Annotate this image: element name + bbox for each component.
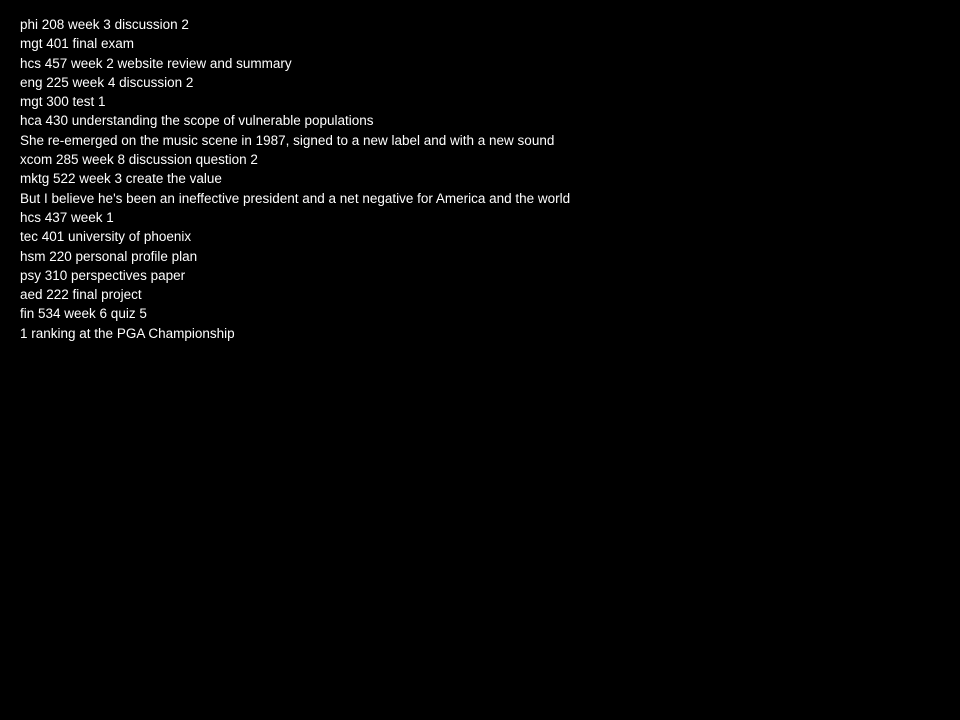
text-line: phi 208 week 3 discussion 2 (20, 17, 189, 32)
text-lines-list (20, 15, 570, 343)
text-line: tec 401 university of phoenix (20, 229, 192, 245)
text-line: eng 225 week 4 discussion 2 (20, 74, 194, 90)
text-line: hca 430 understanding the scope of vulnerable populations (20, 113, 374, 129)
text-line: hsm 220 personal profile plan (20, 248, 198, 264)
text-line: xcom 285 week 8 discussion question 2 (20, 152, 258, 168)
text-line: She re-emerged on the music scene in 1987, signed to a new label and with a new sound (20, 132, 555, 148)
text-line: psy 310 perspectives paper (20, 267, 186, 283)
text-line: mgt 401 final exam (20, 36, 135, 52)
text-line: fin 534 week 6 quiz 5 (20, 306, 147, 322)
text-line: mgt 300 test 1 (20, 94, 106, 110)
text-line: hcs 457 week 2 website review and summary (20, 55, 292, 71)
text-line: But I believe he's been an ineffective president and a net negative for America and the world (20, 190, 571, 206)
text-line: hcs 437 week 1 (20, 209, 114, 225)
text-line: mktg 522 week 3 create the value (20, 171, 222, 187)
text-line: aed 222 final project (20, 287, 142, 303)
text-line: 1 ranking at the PGA Championship (20, 325, 235, 341)
